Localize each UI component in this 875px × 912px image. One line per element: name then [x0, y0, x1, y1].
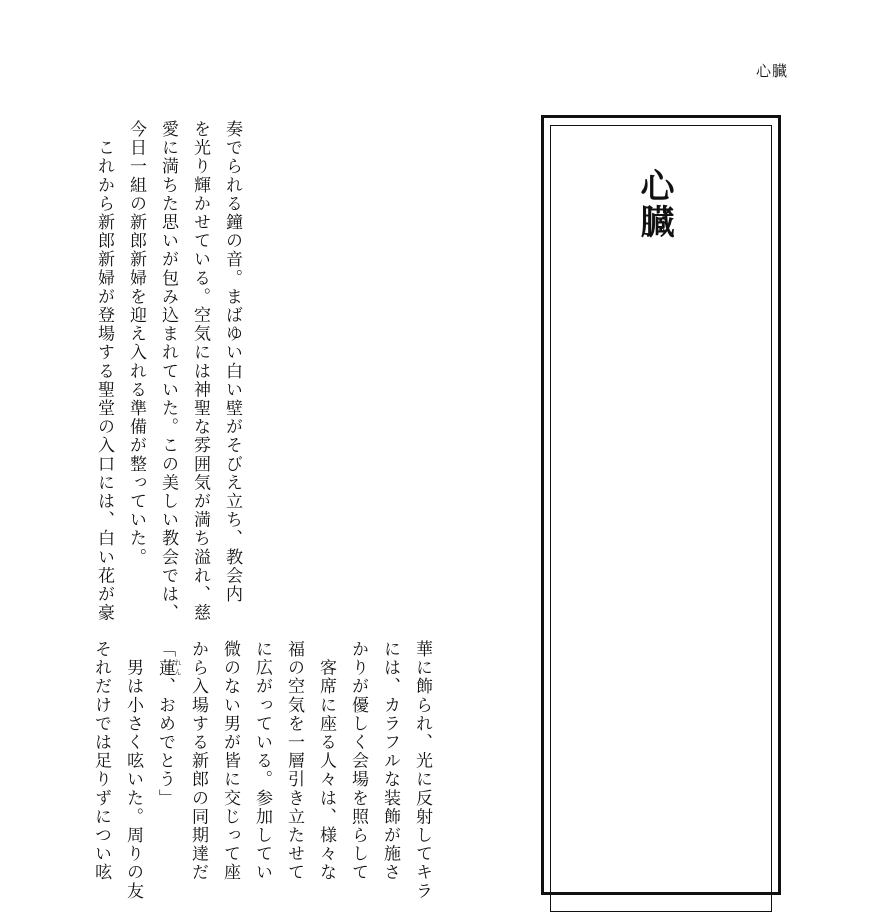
text-line: 愛に満ちた思いが包み込まれていた。この美しい教会では、: [158, 120, 178, 623]
ruby-name: [155, 658, 182, 678]
text-line: から入場する新郎の同期達だ: [188, 640, 208, 882]
text-line: に広がっている。参加してい: [252, 640, 272, 882]
text-line: 客席に座る人々は、様々な: [316, 640, 336, 882]
ruby-base: 蓮: [155, 658, 175, 678]
title-frame: [541, 115, 781, 895]
text-line: 男は小さく呟いた。周りの友: [123, 640, 143, 901]
text-line: かりが優しく会場を照らして: [348, 640, 368, 882]
text-line: を光り輝かせている。空気には神聖な雰囲気が満ち溢れ、慈: [190, 120, 210, 623]
text-line: これから新郎新婦が登場する聖堂の入口には、白い花が豪: [94, 120, 114, 623]
upper-text-block: [88, 120, 248, 623]
ruby-reading: れん: [174, 658, 182, 678]
text-line: 華に飾られ、光に反射してキラ: [412, 640, 432, 901]
quote-open: 「: [155, 640, 175, 659]
text-line: 今日一組の新郎新婦を迎え入れる準備が整っていた。: [126, 120, 146, 567]
text-line: 福の空気を一層引き立たせて: [284, 640, 304, 882]
lower-text-block: [85, 640, 438, 900]
text-line: 奏でられる鐘の音。まばゆい白い壁がそびえ立ち、教会内: [222, 120, 242, 604]
text-line: それだけでは足りずについ呟: [91, 640, 111, 882]
chapter-title: 心臓: [634, 168, 674, 240]
text-line: には、カラフルな装飾が施さ: [380, 640, 400, 882]
quote-rest: 、おめでとう」: [155, 677, 175, 808]
title-frame-inner-border: [550, 125, 772, 912]
dialogue-line: [149, 640, 182, 900]
text-line: 微のない男が皆に交じって座: [220, 640, 240, 882]
running-header: 心臓: [755, 62, 788, 80]
